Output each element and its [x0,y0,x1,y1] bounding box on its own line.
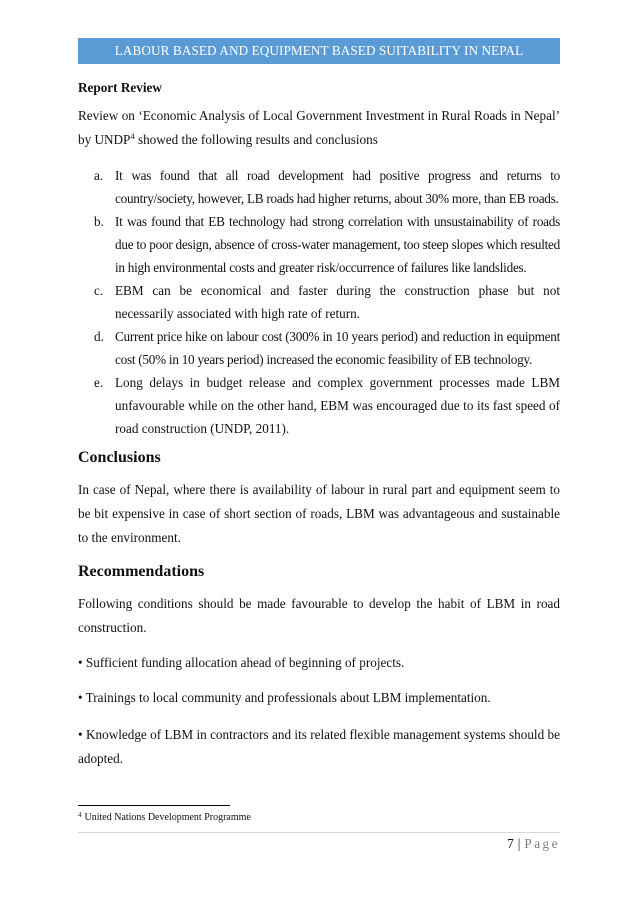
findings-list [78,164,560,440]
intro-text-end: showed the following results and conclusions [134,132,378,147]
list-item-text: It was found that EB technology had strong correlation with unsustainability of roads due to poor design, absence of cross-water management, too steep slopes which resulted in high environmental costs and greater risk/occurrence of failures like landslides. [115,214,560,275]
list-marker: c. [94,283,104,298]
list-marker: a. [94,168,104,183]
page-number-footer [507,836,560,852]
intro-text: Review on ‘Economic Analysis of Local Government Investment in Rural Roads in Nepal’ by UNDP [78,108,560,147]
list-marker: b. [94,214,104,229]
recommendations-heading: Recommendations [78,563,205,580]
page-separator: | [517,836,521,851]
recommendation-bullet: • Trainings to local community and professionals about LBM implementation. [78,690,491,705]
footnote-separator [78,805,230,806]
page-label: Page [524,836,560,851]
header-title: LABOUR BASED AND EQUIPMENT BASED SUITABILITY IN NEPAL [114,43,524,58]
list-item-text: It was found that all road development had positive progress and returns to country/society, however, LB roads had higher returns, about 30% more, than EB roads. [115,168,560,206]
report-review-heading: Report Review [78,80,162,95]
list-item-text: EBM can be economical and faster during the construction phase but not necessarily associated with high rate of return. [115,283,560,321]
list-marker: d. [94,329,104,344]
conclusions-paragraph: In case of Nepal, where there is availability of labour in rural part and equipment seem to be bit expensive in case of short section of roads, LBM was advantageous and sustainable to the environment. [78,482,560,545]
recommendations-intro: Following conditions should be made favourable to develop the habit of LBM in road construction. [78,596,560,635]
list-item [78,279,560,325]
footnote-reference[interactable]: 4 [130,131,135,141]
page-header-banner [78,38,560,64]
list-item [78,164,560,210]
report-review-intro [78,104,560,152]
page-number: 7 [507,836,514,851]
conclusions-heading: Conclusions [78,449,161,466]
footnote-number: 4 [78,811,82,819]
list-item-text: Long delays in budget release and complex government processes made LBM unfavourable while on the other hand, EBM was encouraged due to its fast speed of road construction (UNDP, 2011). [115,375,560,436]
list-item-text: Current price hike on labour cost (300% in 10 years period) and reduction in equipment cost (50% in 10 years period) increased the economic feasibility of EB technology. [115,329,560,367]
list-item [78,210,560,279]
list-item [78,325,560,371]
list-marker: e. [94,375,104,390]
list-item [78,371,560,440]
footnote-text: United Nations Development Programme [84,812,251,823]
footnote [78,812,251,823]
recommendation-bullet: • Sufficient funding allocation ahead of beginning of projects. [78,655,405,670]
recommendation-bullet: • Knowledge of LBM in contractors and its related flexible management systems should be adopted. [78,727,560,766]
footer-divider [78,832,560,833]
